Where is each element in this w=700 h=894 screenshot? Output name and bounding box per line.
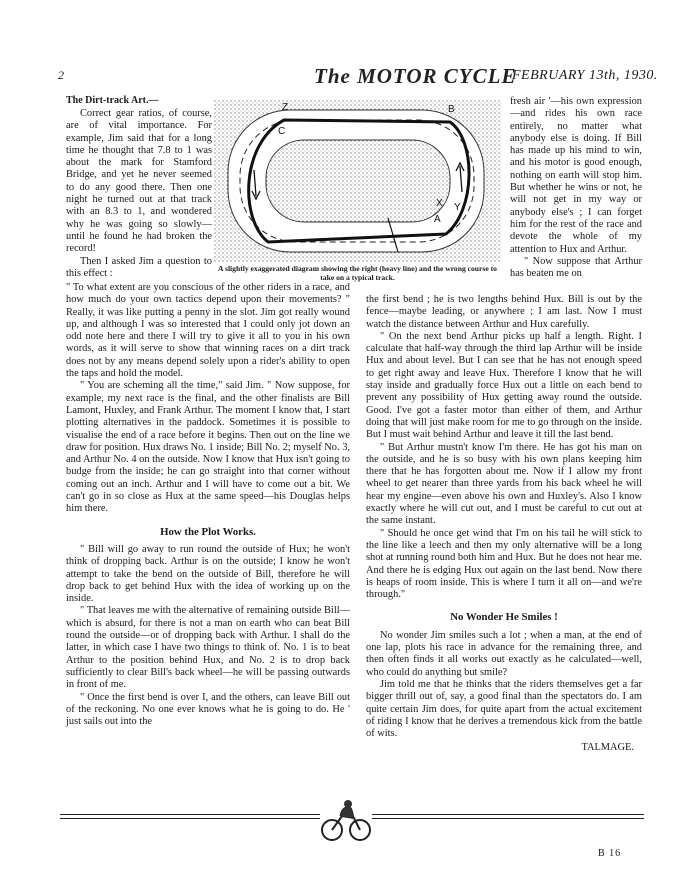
paragraph: " But Arthur mustn't know I'm there. He has got his man on the outside, and he is so busy with his own plans keeping him there that he has forgotten about me. Now if I allow my front wheel to get nearer than three yards from his back wheel he will hear my engine—even above his own and Huxley's. Also I know exactly where he will cut out, and I must be careful to cut out at the same instant. bbox=[366, 441, 642, 527]
subheading-smiles: No Wonder He Smiles ! bbox=[450, 611, 558, 624]
footer-rule-left bbox=[60, 814, 320, 815]
diagram-label-y: Y bbox=[454, 202, 461, 213]
paragraph: " That leaves me with the alternative of remaining outside Bill—which is absurd, for there is not a man on earth who can beat Bill round the outside—or of dropping back with Arthur. I shall do the latter, in which case I have two things to think of. No. 1 is to beat Arthur to the position behind Hux, and No. 2 is to drop back sufficiently to clear Bill's back wheel—he will be passing outwards in front of me. bbox=[66, 605, 350, 691]
paragraph: " You are scheming all the time," said Jim. " Now suppose, for example, my next race is the final, and the other finalists are Bill Lamont, Huxley, and Frank Arthur. The moment I know that, I start plotting alternatives in the paddock. Sometimes it is possible to visualise the end of a race before it begins. Then out on the line we draw for position. Hux draws No. 1 inside; Bill No. 2; myself No. 3, and Arthur No. 4 on the outside. Now I know that Hux isn't going to budge from the inside; he can go straight into that corner without coming out an inch. Arthur and I will have to come out a bit. We can't go in so close as Hux at the same speed—his Douglas helps him there. bbox=[66, 380, 350, 515]
footer-rule-left-2 bbox=[60, 818, 320, 819]
author-signature: TALMAGE. bbox=[581, 742, 634, 754]
diagram-label-z: Z bbox=[282, 102, 289, 113]
paragraph: " Now suppose that Arthur has beaten me on bbox=[510, 255, 642, 280]
masthead-logo: The MOTOR CYCLE bbox=[314, 64, 517, 88]
paragraph: fresh air '—his own expression—and rides his own race entirely, no matter what anybody else is doing. If Bill has made up his mind to win, and his motor is good enough, nothing on earth will stop him. But whether he wins or not, he will not get in my way or anybody else's ; I can forget him for the rest of the race and devote the whole of my attention to Hux and Arthur. bbox=[510, 96, 642, 255]
page-number: B 16 bbox=[598, 848, 622, 859]
paragraph: " Should he once get wind that I'm on his tail he will stick to the line like a leech and then my only alternative will be a long shot at running round both him and Hux. But he does not hear me. And there he is edging Hux out again on the last bend. Now there is heaps of room inside. This is where I turn it all on—and we're through." bbox=[366, 527, 642, 601]
paragraph: " On the next bend Arthur picks up half a length. Right. I calculate that half-way through the third lap Arthur will be inside Hux and about level. But I can see that he has not enough speed to get right away and leave Hux. Therefore I know that he will stay inside and gradually force Hux out a little on each bend to prevent any possibility of Hux getting away round the outside. Good. I've got a faster motor than either of them, and Arthur doing that will just make room for me to go through on the inside. But I must wait behind Arthur and leave it till the last bend. bbox=[366, 330, 642, 441]
paragraph: the first bend ; he is two lengths behind Hux. Bill is out by the fence—maybe leading, or anywhere ; I am last. Now I must watch the distance between Arthur and Hux carefully. bbox=[366, 294, 642, 330]
subheading-plot: How the Plot Works. bbox=[160, 525, 256, 538]
diagram-label-b: B bbox=[448, 104, 455, 115]
paragraph: " Once the first bend is over I, and the others, can leave Bill out of the reckoning. No one ever knows what he is going to do. He ' just sails out into the bbox=[66, 691, 350, 728]
diagram-label-x: X bbox=[436, 198, 443, 209]
figure-caption: A slightly exaggerated diagram showing the right (heavy line) and the wrong course to take on a typical track. bbox=[218, 264, 497, 282]
footer-rule-right-2 bbox=[372, 818, 644, 819]
page-number-fragment: 2 bbox=[58, 68, 64, 82]
paragraph: Jim told me that he thinks that the riders themselves get a far bigger thrill out of, say, a good final than the spectators do. I am quite certain Jim does, for quite apart from the actual excitement of riding I know that he derives a tremendous kick from the battle of wits. bbox=[366, 678, 642, 740]
left-column-top bbox=[66, 108, 212, 280]
diagram-label-c: C bbox=[278, 126, 286, 137]
track-diagram bbox=[214, 100, 501, 262]
section-label: The Dirt-track Art.— bbox=[66, 95, 159, 106]
motorcyclist-emblem-icon bbox=[320, 796, 372, 844]
footer-rule-right bbox=[372, 814, 644, 815]
paragraph: " Bill will go away to run round the outside of Hux; he won't think of dropping back. Arthur is on the outside; I know he won't attempt to take the bend on the outside of Bill, therefore he will drop back to get behind Hux with the idea of working up on the inside. bbox=[66, 543, 350, 605]
paragraph: Correct gear ratios, of course, are of vital importance. For example, Jim said that for a long time he thought that 7.8 to 1 was about the mark for Stamford Bridge, and yet he never seemed to do any good there. Then one night he turned out at that track with an 8.3 to 1, and wondered why he was going so slowly—until he found he had broken the record! bbox=[66, 108, 212, 255]
paragraph: No wonder Jim smiles such a lot ; when a man, at the end of one lap, plots his race in advance for the remaining three, and then often finds it all works out exactly as he calculated—well, who could do anything but smile? bbox=[366, 629, 642, 678]
issue-date: FEBRUARY 13th, 1930. bbox=[512, 68, 658, 83]
paragraph: " To what extent are you conscious of the other riders in a race, and how much do your own tactics depend upon their movements? " Really, it was like putting a penny in the slot. Jim got really wound up, and although I was so interested that I could only jot down an odd note here and there I will try to give it all to you in his own words, as it will serve to show that winning races on a dirt track does not by any means depend solely upon a rider's ability to open the taps and hold the model. bbox=[66, 282, 350, 380]
left-column bbox=[66, 282, 350, 728]
paragraph: Then I asked Jim a question to this effect : bbox=[66, 255, 212, 279]
right-column-top bbox=[510, 96, 642, 280]
right-column bbox=[366, 294, 642, 755]
diagram-label-a: A bbox=[434, 214, 441, 225]
